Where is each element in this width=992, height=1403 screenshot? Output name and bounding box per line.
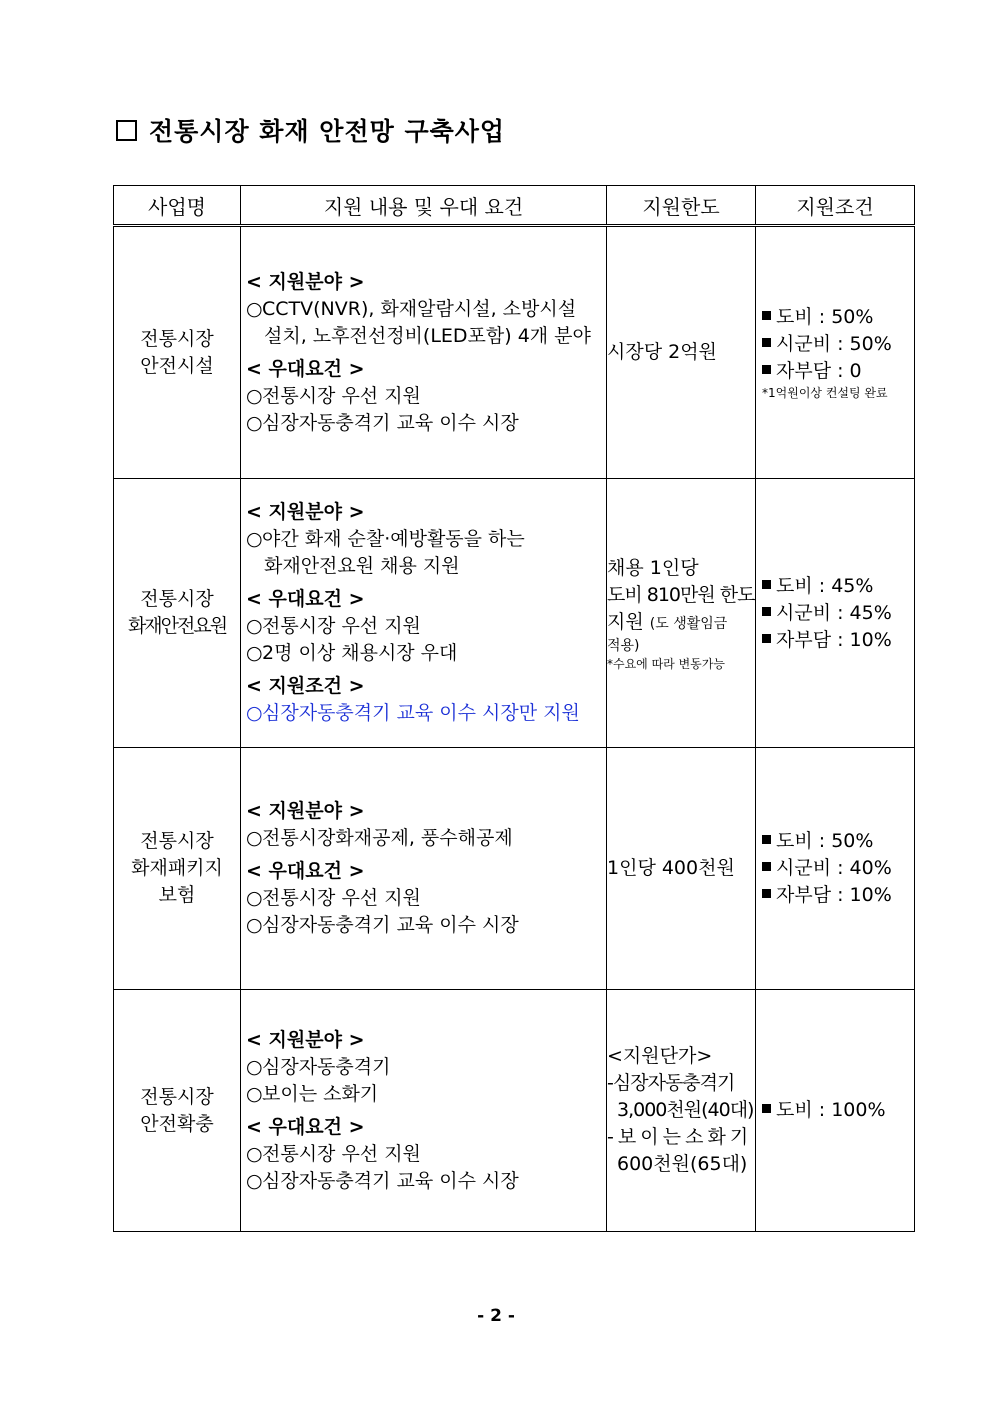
header-support-limit: 지원한도 [607, 186, 756, 226]
support-limit-cell: 채용 1인당 도비 810만원 한도 지원 (도 생활임금 적용) *수요에 따라 변동가능 [607, 479, 756, 748]
project-name-cell: 전통시장 안전확충 [114, 990, 241, 1232]
support-field-label: < 지원분야 > [246, 501, 365, 523]
condition-item: 자부담 : 0 [762, 358, 914, 385]
header-support-content: 지원 내용 및 우대 요건 [241, 186, 607, 226]
table-row [114, 990, 915, 1232]
support-limit-cell: 시장당 2억원 [607, 226, 756, 479]
table-row [114, 748, 915, 990]
header-project-name: 사업명 [114, 186, 241, 226]
list-item: 화재안전요원 채용 지원 [264, 555, 460, 577]
support-condition-cell [756, 748, 915, 990]
list-item: ○2명 이상 채용시장 우대 [246, 642, 458, 664]
support-condition-cell [756, 990, 915, 1232]
checkbox-square-icon [116, 120, 137, 141]
condition-item: 도비 : 50% [762, 828, 914, 855]
list-item: ○CCTV(NVR), 화재알람시설, 소방시설 [246, 297, 577, 320]
project-name-cell: 전통시장 화재안전요원 [114, 479, 241, 748]
preference-label: < 우대요건 > [246, 860, 365, 882]
condition-item: 도비 : 100% [762, 1097, 914, 1124]
support-condition-cell [756, 479, 915, 748]
preference-label: < 우대요건 > [246, 1115, 365, 1138]
page-title: 전통시장 화재 안전망 구축사업 [116, 112, 505, 148]
page-number: - 2 - [477, 1306, 515, 1326]
list-item: ○심장자동충격기 교육 이수 시장 [246, 914, 519, 936]
preference-label: < 우대요건 > [246, 588, 365, 610]
support-content-cell [241, 990, 607, 1232]
condition-item: 시군비 : 50% [762, 331, 914, 358]
support-limit-cell: 1인당 400천원 [607, 748, 756, 990]
condition-item: 시군비 : 40% [762, 855, 914, 882]
list-item: ○전통시장 우선 지원 [246, 887, 421, 909]
support-content-cell [241, 479, 607, 748]
list-item: ○전통시장 우선 지원 [246, 384, 421, 407]
condition-item: 도비 : 45% [762, 573, 914, 600]
condition-label: < 지원조건 > [246, 675, 365, 697]
table-header-row [114, 186, 915, 226]
condition-item: 시군비 : 45% [762, 600, 914, 627]
list-item: ○심장자동충격기 교육 이수 시장만 지원 [246, 702, 580, 724]
support-limit-cell: <지원단가> -심장자동충격기 3,000천원(40대) - 보 이 는 소 화 기 600천원(65대) [607, 990, 756, 1232]
table-row [114, 226, 915, 479]
list-item: ○야간 화재 순찰·예방활동을 하는 [246, 528, 525, 550]
list-item: 설치, 노후전선정비(LED포함) 4개 분야 [264, 324, 591, 347]
list-item: ○심장자동충격기 교육 이수 시장 [246, 1169, 519, 1192]
header-support-condition: 지원조건 [756, 186, 915, 226]
support-field-label: < 지원분야 > [246, 800, 365, 822]
preference-label: < 우대요건 > [246, 357, 365, 380]
support-content-cell [241, 748, 607, 990]
list-item: ○보이는 소화기 [246, 1082, 379, 1105]
condition-note: *1억원이상 컨설팅 완료 [762, 386, 888, 400]
condition-item: 자부담 : 10% [762, 882, 914, 909]
support-condition-cell [756, 226, 915, 479]
support-field-label: < 지원분야 > [246, 1028, 365, 1051]
table-row [114, 479, 915, 748]
condition-item: 자부담 : 10% [762, 627, 914, 654]
list-item: ○전통시장화재공제, 풍수해공제 [246, 827, 513, 849]
limit-note: *수요에 따라 변동가능 [607, 656, 725, 671]
list-item: ○전통시장 우선 지원 [246, 1142, 421, 1165]
support-field-label: < 지원분야 > [246, 270, 365, 293]
list-item: ○심장자동충격기 교육 이수 시장 [246, 411, 519, 434]
project-name-cell: 전통시장 화재패키지 보험 [114, 748, 241, 990]
list-item: ○심장자동충격기 [246, 1055, 391, 1078]
support-table [113, 185, 915, 1232]
support-content-cell [241, 226, 607, 479]
condition-item: 도비 : 50% [762, 304, 914, 331]
project-name-cell: 전통시장 안전시설 [114, 226, 241, 479]
list-item: ○전통시장 우선 지원 [246, 615, 421, 637]
